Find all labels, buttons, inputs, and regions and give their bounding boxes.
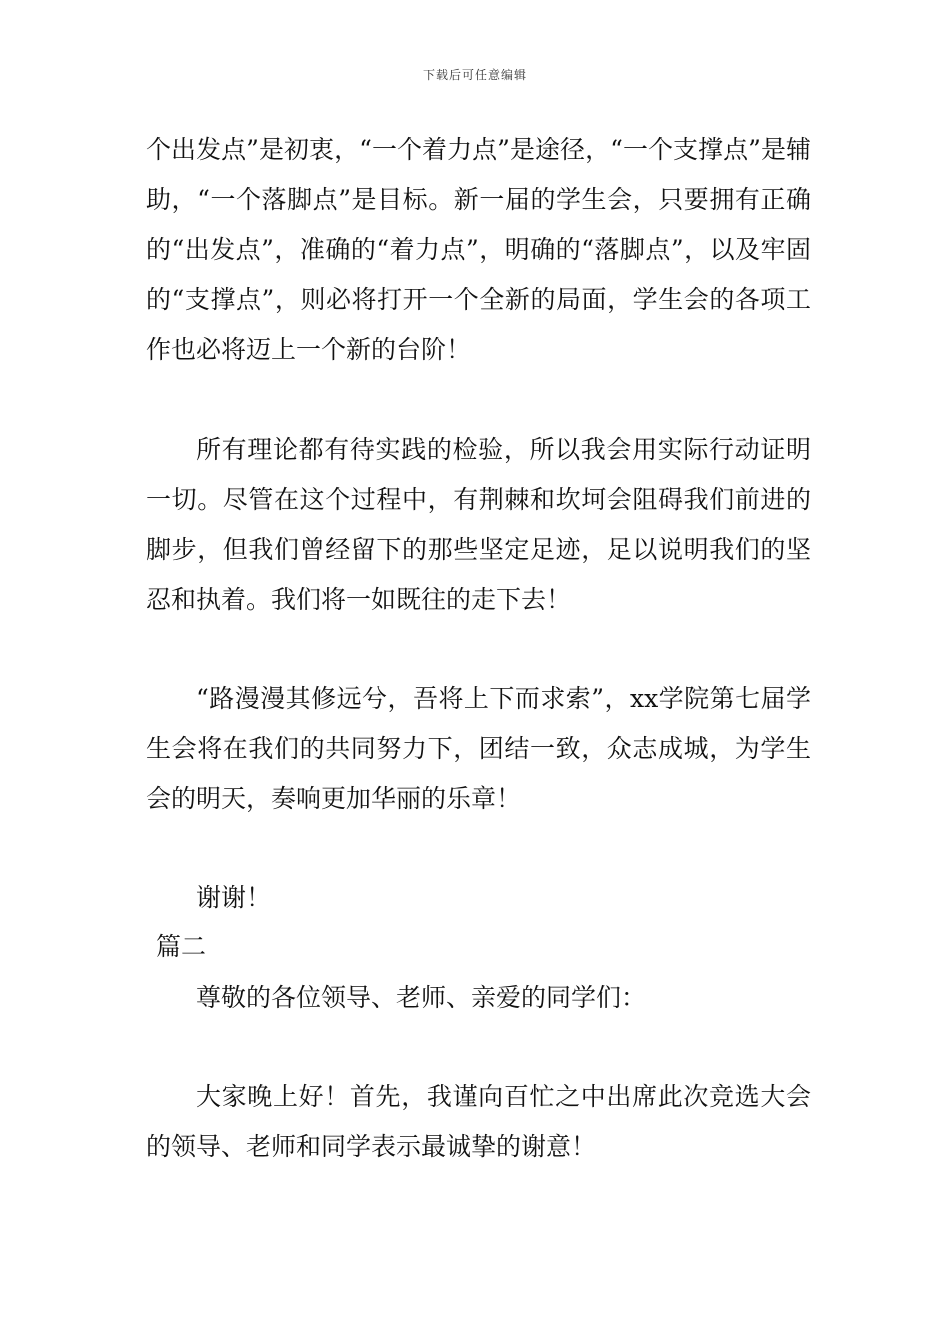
paragraph-starting-points: 个出发点”是初衷，“一个着力点”是途径，“一个支撑点”是辅助，“一个落脚点”是目标。新一届的学生会，只要拥有正确的“出发点”，准确的“着力点”，明确的“落脚点”，以及牢固的“支撑点”，则必将打开一个全新的局面，学生会的各项工作也必将迈上一个新的台阶！	[146, 135, 811, 364]
paragraph-practice: 所有理论都有待实践的检验，所以我会用实际行动证明一切。尽管在这个过程中，有荆棘和坎坷会阻碍我们前进的脚步，但我们曾经留下的那些坚定足迹，足以说明我们的坚忍和执着。我们将一如既往的走下去！	[146, 435, 811, 614]
section-title: 篇二	[156, 932, 207, 961]
paragraph-thanks: 谢谢！	[196, 883, 272, 912]
paragraph-opening: 大家晚上好！首先，我谨向百忙之中出席此次竞选大会的领导、老师和同学表示最诚挚的谢意！	[146, 1082, 811, 1161]
greeting-line: 尊敬的各位领导、老师、亲爱的同学们：	[196, 983, 647, 1012]
download-note: 下载后可任意编辑	[422, 68, 527, 82]
paragraph-quote: “路漫漫其修远兮，吾将上下而求索”，xx学院第七届学生会将在我们的共同努力下，团结一致，众志成城，为学生会的明天，奏响更加华丽的乐章！	[146, 684, 811, 813]
